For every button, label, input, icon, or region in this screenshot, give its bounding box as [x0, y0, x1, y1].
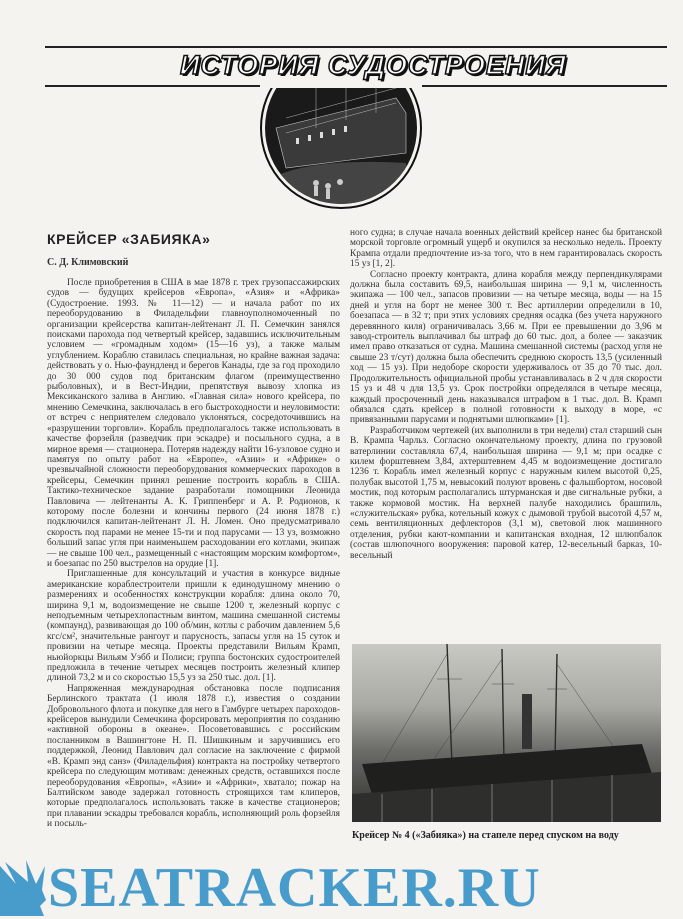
article-author: С. Д. Климовский: [47, 257, 129, 268]
article-title: КРЕЙСЕР «ЗАБИЯКА»: [47, 231, 211, 247]
paragraph: Согласно проекту контракта, длина корабля между перпендикулярами должна была составить 69,5, наибольшая ширина — 9,1 м, численность экипажа — 100 чел., запасов провизии — на четыре месяца, воды — на 15 дней и угля на борт не менее 300 т. Вес артиллерии определили в 10, боезапаса — в 32 т; при этих условиях средняя осадка (без учета наружного деревянного киля) ограничивалась 3,66 м. При ее превышении до 3,96 м завод-строитель выплачивал бы штраф до 60 тыс. дол, а более — заказчик имел право отказаться от судна. Машина смешанной системы (расход угля не свыше 23 т/сут) должна была обеспечить среднюю скорость 13,5 (усиленный ход — 15 уз). При недоборе скорости удерживалось от 35 до 70 тыс. дол. Продолжительность официальной пробы устанавливалась в 2 ч для скорости 15 уз и 48 ч для 13,5 уз. Срок постройки определялся в четыре месяца, каждый просроченный день наказывался штрафом в 1 тыс. дол. В. Крамп обязался сдать крейсер в полной готовности к выходу в море, «с привязанными парусами и поднятыми шлюпками» [1].: [350, 269, 662, 426]
left-column: [47, 278, 340, 830]
ship-on-slipway-photo: [352, 644, 661, 822]
paragraph: Разработчиком чертежей (их выполнили в три недели) стал старший сын В. Крампа Чарльз. Согласно окончательному проекту, длина по грузовой ватерлинии составляла 67,4, наибольшая ширина — 9,1 м; при осадке с килем форштевнем 3,84, ахтерштевнем 4,45 м водоизмещение достигало 1236 т. Корабль имел железный корпус с наружным килем высотой 0,25, полубак высотой 1,75 м, невысокий полуют вровень с фальшбортом, носовой мостик, под которым располагались штурманская и две сигнальные рубки, а также кормовой мостик. На верхней палубе находились брашпиль, «служительская» рубка, котельный кожух с дымовой трубой высотой 4,57 м, семь вентиляционных дефлекторов (3,1 м), световой люк машинного отделения, рубки кают-компании и капитанская входная, 12 шлюпбалок (состав шлюпочного вооружения: паровой катер, 12-весельный барказ, 10-весельный: [350, 425, 662, 561]
section-banner: ИСТОРИЯ СУДОСТРОЕНИЯ: [180, 50, 567, 80]
paragraph: ного судна; в случае начала военных действий крейсер нанес бы британской морской торговле огромный ущерб и окупился за несколько недель. Проекту Крампа отдали предпочтение из-за того, что в нем гарантировалась скорость 15 уз [1, 2].: [350, 228, 662, 270]
header-bottom-rule: [45, 85, 260, 87]
site-watermark: SEATRACKER.RU: [48, 857, 541, 919]
paragraph: Приглашенные для консультаций и участия в конкурсе видные американские кораблестроители пришли к единодушному мнению о размерениях и особенностях конструкции корабля: длина около 70, ширина 9,1 м, водоизмещение не свыше 1200 т, железный корпус с неподъемным четырехлопастным винтом, машина смешанной системы (компаунд), развивающая до 100 об/мин, котлы с рабочим давлением 5,6 кгс/см², значительные рангоут и парусность, запасы угля на 15 суток и провизии на четыре месяца. Проекты представили Вильям Крамп, ньюйоркцы Вильям Уэбб и Полиси; группа бостонских судостроителей предложила в течение четырех месяцев построить железный клипер длиной 73,2 м и со скоростью 15,5 уз за 250 тыс. дол. [1].: [47, 569, 340, 684]
paragraph: После приобретения в США в мае 1878 г. трех грузопассажирских судов — будущих крейсеров «Европа», «Азия» и «Африка» (Судостроение. 1993. № 11—12) — и начала работ по их переоборудованию в Филадельфии главноуполномоченный по организации крейсерства капитан-лейтенант Л. П. Семечкин занялся поисками парохода под четвертый крейсер, задавшись исключительным условием — «громадным ходом» (15—16 уз), а также малым углублением. Кораблю ставилась специальная, но крайне важная задача: действовать у о. Нью-фаундленд и берегов Канады, где за год проходило до 30 000 судов под британским флагом (преимущественно рыболовных), и в Вест-Индии, препятствуя вывозу хлопка из Мексиканского залива в Англию. «Главная сила» нового крейсера, по мнению Семечкина, заключалась в его быстроходности и неуловимости: от встреч с неприятелем следовало уклоняться, сосредоточившись на «разрушении торговли». Корабль предполагалось также использовать в качестве форзейля (разведчик при эскадре) и посыльного судна, а в мирное время — стационера. Потеряв надежду найти 16-узловое судно и памятуя по опыту работ на «Европе», «Азии» и «Африке» о чрезвычайной сложности переоборудования коммерческих пароходов в крейсеры, Семечкин принял решение построить корабль в США. Тактико-техническое задание разработали помощники Леонида Павловича — лейтенанты А. К. Гриппенберг и А. Р. Родионов, к которому после болезни и кончины первого (24 июня 1878 г.) подключился капитан-лейтенант Л. Н. Ломен. Оно предусматривало скорость под парами не менее 15-ти и под парусами — 13 уз, возможно больший запас угля при наименьшем расходовании его котлами, экипаж — не свыше 100 чел., размещенный с «настоящим морским комфортом», и боезапас по 250 выстрелов на орудие [1].: [47, 278, 340, 569]
photo-caption: Крейсер № 4 («Забияка») на стапеле перед спуском на воду: [352, 830, 619, 841]
ship-launch-emblem: [256, 88, 426, 210]
header-bottom-rule-right: [422, 85, 667, 87]
header-top-rule: [45, 46, 667, 48]
paragraph: Напряженная международная обстановка после подписания Берлинского трактата (1 июля 1878 г.), известия о создании Добровольного флота и покупке для него в Гамбурге четырех пароходов-крейсеров вынудили Семечкина форсировать мероприятия по созданию «активной обороны в океане». Посоветовавшись с российским посланником в Вашингтоне Н. П. Шишкиным и заручившись его поддержкой, Леонид Павлович дал согласие на заключение с фирмой «В. Крамп энд санз» (Филадельфия) контракта на постройку четвертого крейсера по следующим мотивам: денежных средств, оставшихся после переоборудования «Европы», «Азии» и «Африки», хватало; пожар на Балтийском заводе задержал готовность строящихся там клиперов, которые предполагалось использовать также в качестве стационеров; при плавании эскадры требовался корабль, исполняющий роль форзейля и посыль-: [47, 683, 340, 830]
right-column: [350, 228, 662, 561]
